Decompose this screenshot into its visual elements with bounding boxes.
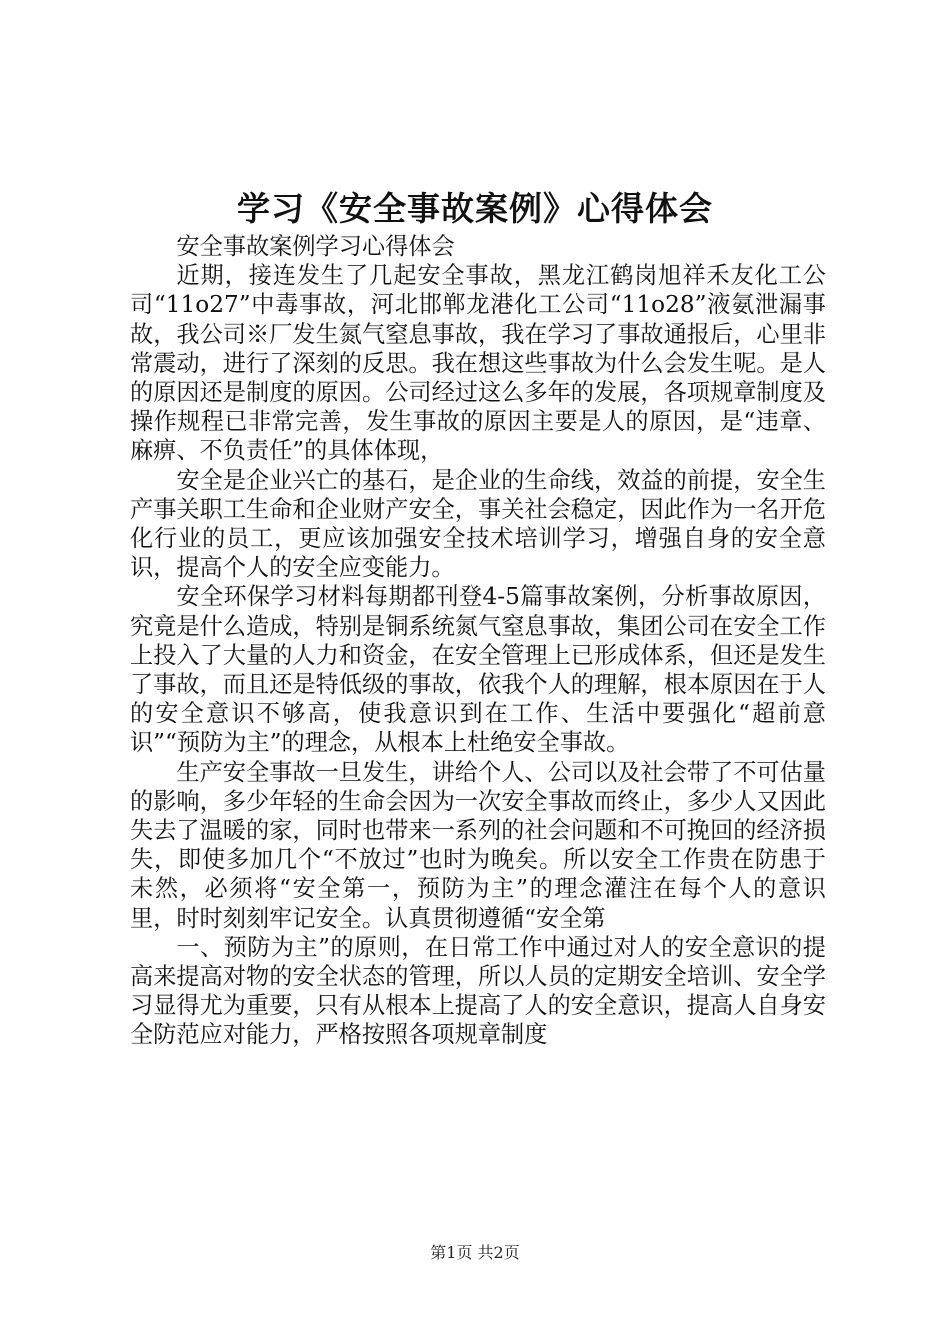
paragraph: 一、预防为主”的原则，在日常工作中通过对人的安全意识的提高来提高对物的安全状态的管理，所以人员的定期安全培训、安全学习显得尤为重要，只有从根本上提高了人的安全意识，提高人自身安全防范应对能力，严格按照各项规章制度 xyxy=(130,933,826,1049)
paragraph-subtitle: 安全事故案例学习心得体会 xyxy=(176,233,455,260)
paragraph: 安全是企业兴亡的基石，是企业的生命线，效益的前提，安全生产事关职工生命和企业财产安全，事关社会稳定，因此作为一名开危化行业的员工，更应该加强安全技术培训学习，增强自身的安全意识，提高个人的安全应变能力。 xyxy=(130,466,826,582)
document-title: 学习《安全事故案例》心得体会 xyxy=(237,189,713,228)
document-body xyxy=(130,232,826,1050)
paragraph: 近期，接连发生了几起安全事故，黑龙江鹤岗旭祥禾友化工公司“11o27”中毒事故，河北邯郸龙港化工公司“11o28”液氨泄漏事故，我公司※厂发生氮气窒息事故，我在学习了事故通报后，心里非常震动，进行了深刻的反思。我在想这些事故为什么会发生呢。是人的原因还是制度的原因。公司经过这么多年的发展，各项规章制度及操作规程已非常完善，发生事故的原因主要是人的原因，是“违章、麻痹、不负责任”的具体体现， xyxy=(130,262,826,465)
paragraph: 生产安全事故一旦发生，讲给个人、公司以及社会带了不可估量的影响，多少年轻的生命会因为一次安全事故而终止，多少人又因此失去了温暖的家，同时也带来一系列的社会问题和不可挽回的经济损失，即使多加几个“不放过”也时为晚矣。所以安全工作贵在防患于未然，必须将“安全第一，预防为主”的理念灌注在每个人的意识里，时时刻刻牢记安全。认真贯彻遵循“安全第 xyxy=(130,758,826,932)
page-number-footer: 第1页 共2页 xyxy=(430,1243,520,1262)
paragraph: 安全环保学习材料每期都刊登4-5篇事故案例，分析事故原因，究竟是什么造成，特别是铜系统氮气窒息事故，集团公司在安全工作上投入了大量的人力和资金，在安全管理上已形成体系，但还是发生了事故，而且还是特低级的事故，依我个人的理解，根本原因在于人的安全意识不够高，使我意识到在工作、生活中要强化“超前意识”“预防为主”的理念，从根本上杜绝安全事故。 xyxy=(130,583,826,757)
